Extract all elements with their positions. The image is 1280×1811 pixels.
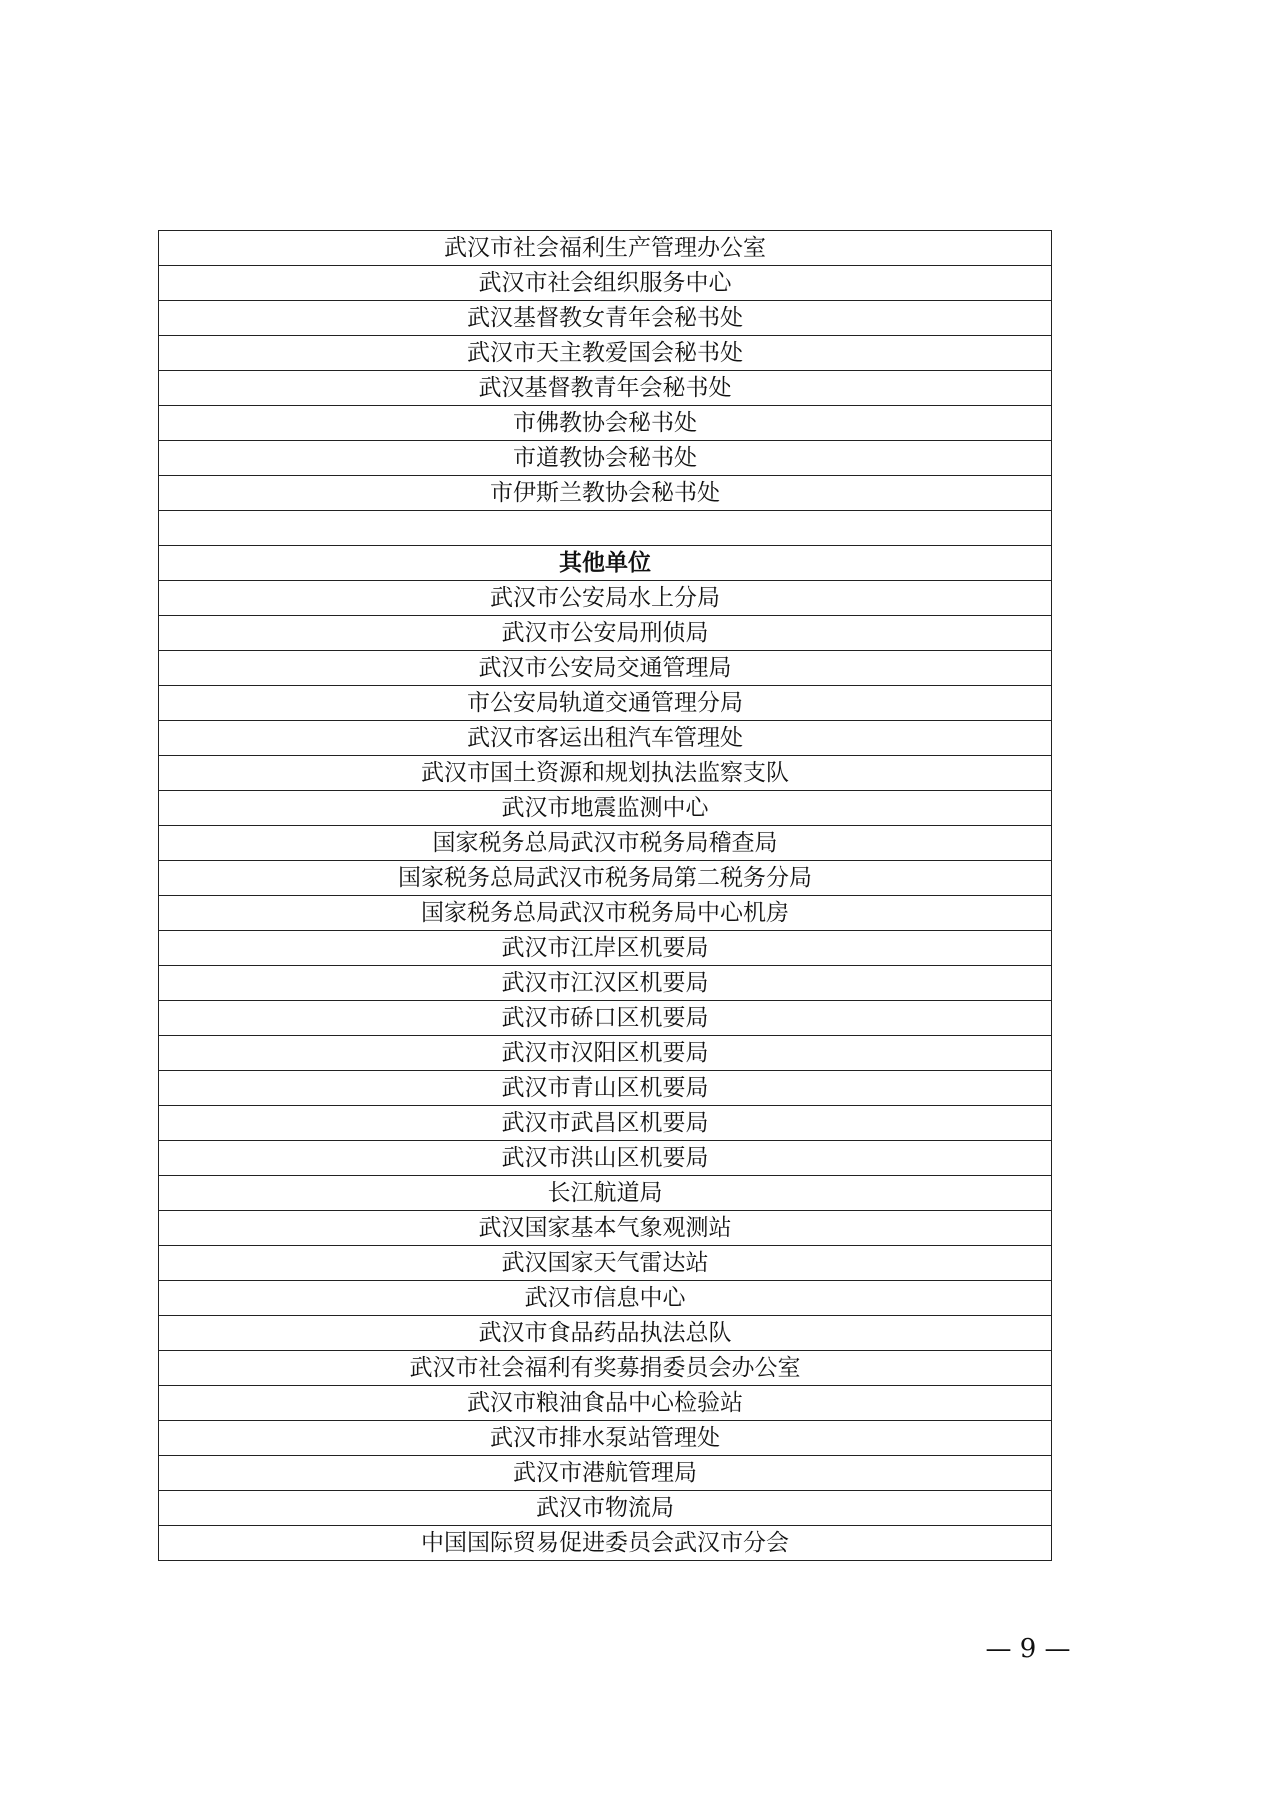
organization-name: 市公安局轨道交通管理分局 [159, 686, 1052, 721]
organization-name: 武汉市洪山区机要局 [159, 1141, 1052, 1176]
organization-name: 武汉市信息中心 [159, 1281, 1052, 1316]
organization-name: 武汉市港航管理局 [159, 1456, 1052, 1491]
table-row [159, 826, 1052, 861]
organization-name: 武汉市地震监测中心 [159, 791, 1052, 826]
organization-name: 武汉市物流局 [159, 1491, 1052, 1526]
table-row [159, 651, 1052, 686]
organization-name: 武汉市食品药品执法总队 [159, 1316, 1052, 1351]
organization-name: 武汉国家基本气象观测站 [159, 1211, 1052, 1246]
organization-name: 市道教协会秘书处 [159, 441, 1052, 476]
blank-cell [159, 511, 1052, 546]
organization-name: 国家税务总局武汉市税务局第二税务分局 [159, 861, 1052, 896]
table-row [159, 756, 1052, 791]
table-row [159, 861, 1052, 896]
organization-name: 武汉市江岸区机要局 [159, 931, 1052, 966]
section-heading-row [159, 546, 1052, 581]
table-row [159, 721, 1052, 756]
table-row [159, 1526, 1052, 1561]
table-row [159, 441, 1052, 476]
table-row [159, 581, 1052, 616]
organization-name: 武汉市粮油食品中心检验站 [159, 1386, 1052, 1421]
organization-name: 市伊斯兰教协会秘书处 [159, 476, 1052, 511]
organization-name: 武汉市公安局交通管理局 [159, 651, 1052, 686]
table-row [159, 966, 1052, 1001]
table-row [159, 1176, 1052, 1211]
table-row [159, 1351, 1052, 1386]
table-row [159, 1001, 1052, 1036]
blank-row [159, 511, 1052, 546]
organization-name: 武汉市公安局水上分局 [159, 581, 1052, 616]
organization-name: 武汉市社会福利有奖募捐委员会办公室 [159, 1351, 1052, 1386]
organization-name: 中国国际贸易促进委员会武汉市分会 [159, 1526, 1052, 1561]
table-row [159, 231, 1052, 266]
section-heading: 其他单位 [159, 546, 1052, 581]
table-row [159, 266, 1052, 301]
organization-name: 国家税务总局武汉市税务局稽查局 [159, 826, 1052, 861]
table-row [159, 476, 1052, 511]
organization-name: 武汉市硚口区机要局 [159, 1001, 1052, 1036]
organization-name: 武汉市汉阳区机要局 [159, 1036, 1052, 1071]
table-row [159, 616, 1052, 651]
table-row [159, 371, 1052, 406]
table-row [159, 1106, 1052, 1141]
table-row [159, 1071, 1052, 1106]
page-number: — 9 — [985, 1634, 1071, 1664]
organization-name: 武汉市国土资源和规划执法监察支队 [159, 756, 1052, 791]
table-row [159, 931, 1052, 966]
organization-name: 武汉市客运出租汽车管理处 [159, 721, 1052, 756]
table-row [159, 1246, 1052, 1281]
organization-name: 市佛教协会秘书处 [159, 406, 1052, 441]
table-row [159, 1281, 1052, 1316]
organization-name: 武汉市江汉区机要局 [159, 966, 1052, 1001]
organization-name: 武汉市武昌区机要局 [159, 1106, 1052, 1141]
organization-name: 武汉基督教女青年会秘书处 [159, 301, 1052, 336]
organization-name: 武汉市社会组织服务中心 [159, 266, 1052, 301]
organization-list-table [158, 230, 1052, 1561]
organization-name: 武汉国家天气雷达站 [159, 1246, 1052, 1281]
table-row [159, 1386, 1052, 1421]
table-row [159, 686, 1052, 721]
organization-name: 武汉市排水泵站管理处 [159, 1421, 1052, 1456]
table-row [159, 1036, 1052, 1071]
table-row [159, 1491, 1052, 1526]
organization-name: 武汉市青山区机要局 [159, 1071, 1052, 1106]
table-row [159, 896, 1052, 931]
table-row [159, 406, 1052, 441]
table-row [159, 1211, 1052, 1246]
organization-name: 武汉市公安局刑侦局 [159, 616, 1052, 651]
organization-name: 武汉基督教青年会秘书处 [159, 371, 1052, 406]
table-row [159, 1141, 1052, 1176]
table-row [159, 336, 1052, 371]
table-row [159, 1421, 1052, 1456]
organization-name: 武汉市社会福利生产管理办公室 [159, 231, 1052, 266]
organization-name: 武汉市天主教爱国会秘书处 [159, 336, 1052, 371]
table-row [159, 791, 1052, 826]
table-row [159, 301, 1052, 336]
table-row [159, 1456, 1052, 1491]
organization-list-body [159, 231, 1052, 1561]
table-row [159, 1316, 1052, 1351]
organization-name: 国家税务总局武汉市税务局中心机房 [159, 896, 1052, 931]
organization-name: 长江航道局 [159, 1176, 1052, 1211]
